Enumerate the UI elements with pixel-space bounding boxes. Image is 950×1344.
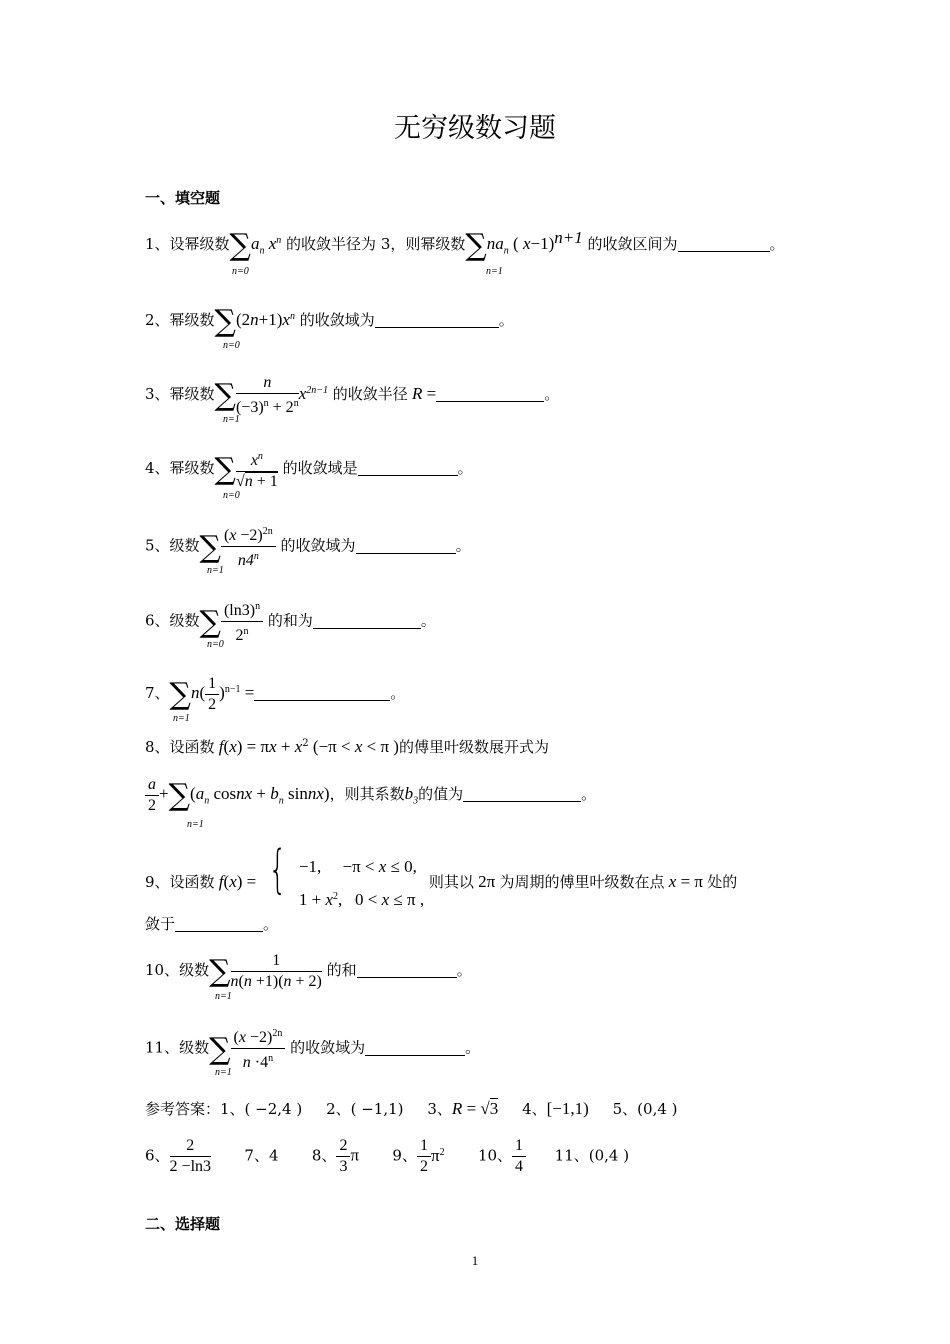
sum-symbol: ∑: [168, 778, 191, 813]
sum-symbol: ∑: [209, 954, 231, 989]
problem-5: 5、级数∑ $\frac{(x -2)^{2n}}{n4^n}$ 的收敛域为 。: [145, 522, 471, 571]
problem-1-text-b: 的收敛半径为 3，则幂级数: [286, 235, 466, 253]
sum-symbol: ∑: [199, 529, 221, 565]
problem-1: 1、设幂级数$\sum a_n$ $x^n$ 的收敛半径为 3，则幂级数$\sum na_n$ ( x−1)$^{n+1}$ 的收敛区间为 。: [145, 228, 785, 263]
section-fill-blank: 一、填空题: [145, 189, 221, 207]
sum-symbol: ∑: [209, 1031, 231, 1067]
answer-blank: [375, 312, 499, 328]
problem-6: 6、级数∑ $\frac{(\ln 3)^n}{2^n}$ 的和为 。: [145, 597, 436, 646]
problem-9-line-2: 敛于 。: [145, 915, 279, 933]
problem-8-line-2: $\frac{a}{2}$ $+\sum(a_n$ cosnx + $b_n$ sinnx)，则其系数$b_3$的值为 。: [145, 772, 596, 816]
answer-blank: [356, 538, 456, 554]
answer-blank: [463, 786, 581, 802]
answer-blank: [175, 916, 263, 932]
answer-blank: [365, 1040, 465, 1056]
answer-blank: [358, 460, 458, 476]
problem-7: 7、∑n( $\frac{1}{2}$ )$^{n-1}$ = 。: [145, 674, 406, 713]
answer-blank: [678, 236, 770, 252]
answers-line-2: 6、 $\frac{2}{2 -\ln 3}$ 7、4 8、 $\frac{2}{3}$ π 9、 $\frac{1}{2}$ $\pi^2$ 10、 $\frac{1}{4}$ 11、(0,4 ): [145, 1137, 630, 1175]
answers-label: 参考答案：: [145, 1100, 221, 1118]
sum-symbol: ∑: [214, 378, 236, 413]
page-title: 无穷级数习题: [394, 113, 556, 144]
sum-symbol: ∑: [229, 228, 251, 263]
problem-8: 8、设函数 $f(x) = \pi x + x^2$ (−π < x < π )的傅里叶级数展开式为: [145, 737, 549, 756]
sum-symbol: ∑: [214, 452, 236, 487]
problem-2: 2、幂级数$\sum(2n+1)x^n$ 的收敛域为 。: [145, 304, 514, 339]
problem-1-text-c: 的收敛区间为: [587, 235, 678, 253]
sum-symbol: ∑: [214, 304, 236, 339]
problem-10: 10、级数∑ $\frac{1}{n(n +1)(n + 2)}$ 的和 。: [145, 951, 472, 990]
answer-blank: [357, 962, 457, 978]
problem-11: 11、级数∑ $\frac{(x -2)^{2n}}{n \cdot 4^n}$ 的收敛域为 。: [145, 1024, 480, 1073]
answer-blank: [436, 386, 544, 402]
brace: {: [268, 840, 287, 900]
problem-4: 4、幂级数∑ $\frac{x^n}{√n + 1}$ 的收敛域是 。: [145, 446, 473, 492]
answers-line-1: 参考答案：1、( −2,4 ) 2、( −1,1) 3、R = √3 4、[−1,1) 5、(0,4 ): [145, 1099, 678, 1118]
answer-blank: [313, 613, 421, 629]
problem-1-text-a: 1、设幂级数: [145, 235, 230, 253]
sum-symbol: ∑: [199, 604, 221, 640]
answer-blank: [254, 685, 390, 701]
page-number: 1: [471, 1253, 479, 1268]
sum-symbol: ∑: [169, 677, 191, 712]
problem-9: 9、设函数 f(x) = { −1, −π < x ≤ 0, $1 + x^2$, 0 < x ≤ π , 则其以 2π 为周期的傅里叶级数在点 x = π 处的: [145, 840, 738, 909]
section-multiple-choice: 二、选择题: [145, 1215, 221, 1233]
problem-3: 3、幂级数∑ $\frac{n}{(-3)^n + 2^n}$ $x^{2n-1}$ 的收敛半径 R = 。: [145, 373, 560, 416]
sum-symbol: ∑: [465, 228, 487, 263]
